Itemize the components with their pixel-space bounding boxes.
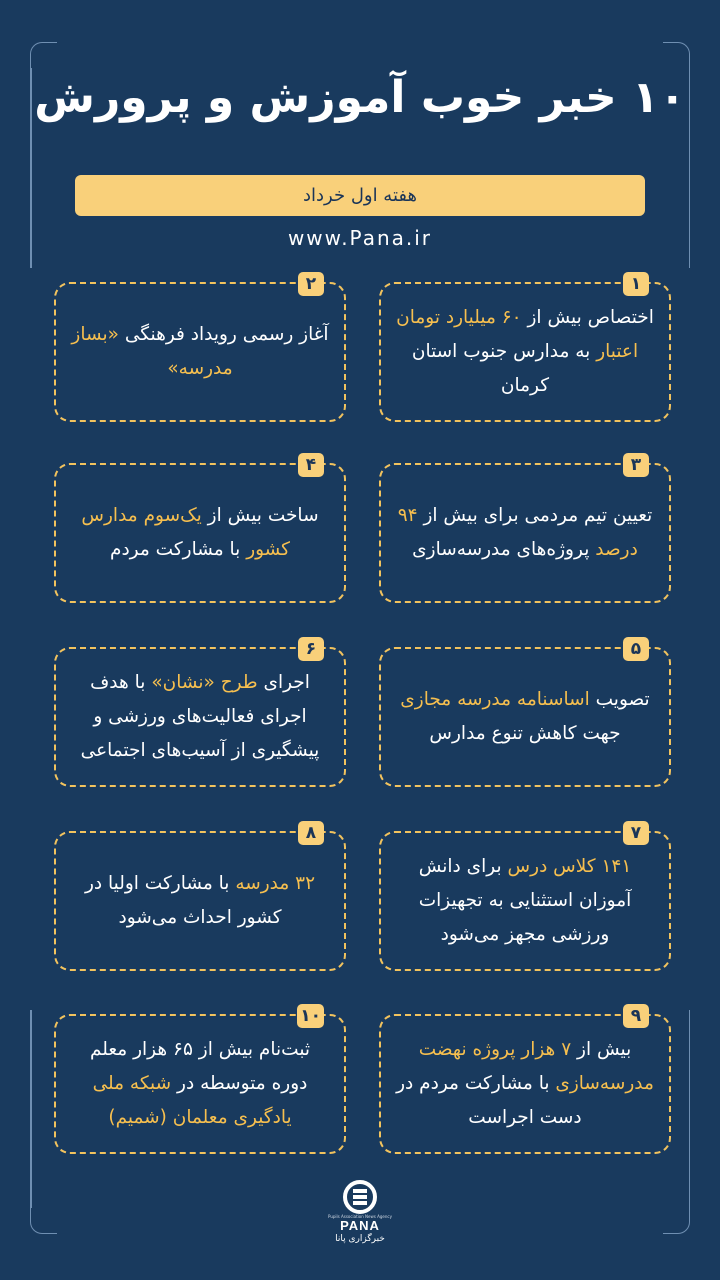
card-text xyxy=(381,850,669,952)
news-card-10 xyxy=(54,1006,346,1154)
page-title: ۱۰ خبر خوب آموزش و پرورش xyxy=(34,72,686,123)
news-card-6 xyxy=(54,639,346,787)
card-number-badge: ۹ xyxy=(623,1004,649,1028)
card-text-segment: به مدارس جنوب استان کرمان xyxy=(411,341,597,396)
card-text xyxy=(56,867,344,935)
news-card-1 xyxy=(379,274,671,422)
highlighted-text: طرح «نشان» xyxy=(151,672,258,693)
card-text-segment: با مشارکت مردم در دست اجراست xyxy=(396,1073,582,1128)
card-number-badge: ۶ xyxy=(298,637,324,661)
card-text-segment: بیش از xyxy=(571,1039,632,1060)
card-text-segment: آغاز رسمی رویداد فرهنگی xyxy=(118,324,329,345)
news-card-8 xyxy=(54,823,346,971)
card-text xyxy=(381,301,669,403)
news-card-9 xyxy=(379,1006,671,1154)
card-text-segment: تصویب xyxy=(589,689,650,710)
card-number-badge: ۷ xyxy=(623,821,649,845)
logo-tagline-en: Pupils Association News Agency xyxy=(328,1214,392,1219)
card-number-badge: ۳ xyxy=(623,453,649,477)
logo-name: PANA xyxy=(340,1218,380,1233)
card-number-badge: ۱۰ xyxy=(297,1004,324,1028)
card-text xyxy=(381,1033,669,1135)
highlighted-text: ۹۴ درصد xyxy=(397,505,638,560)
frame-corner-bottom-right xyxy=(663,1207,690,1234)
card-text-segment: برای دانش آموزان استثنایی به تجهیزات ورزشی مجهز می‌شود xyxy=(418,856,632,945)
card-text xyxy=(381,683,669,751)
frame-corner-top-left xyxy=(30,42,57,69)
card-text-segment: جهت کاهش تنوع مدارس xyxy=(429,723,621,744)
card-text-segment: با مشارکت مردم xyxy=(109,539,247,560)
card-text-segment: ثبت‌نام بیش از ۶۵ هزار معلم دوره متوسطه در xyxy=(89,1039,311,1094)
highlighted-text: ۳۲ مدرسه xyxy=(235,873,316,894)
card-number-badge: ۸ xyxy=(298,821,324,845)
card-number-badge: ۱ xyxy=(623,272,649,296)
card-text xyxy=(56,1033,344,1135)
pana-logo xyxy=(326,1180,394,1262)
frame-corner-bottom-left xyxy=(30,1207,57,1234)
highlighted-text: «بساز مدرسه» xyxy=(71,324,233,379)
card-text xyxy=(56,499,344,567)
frame-corner-top-right xyxy=(663,42,690,69)
highlighted-text: شبکه ملی یادگیری معلمان (شمیم) xyxy=(92,1073,292,1128)
card-text-segment: ساخت بیش از xyxy=(201,505,319,526)
highlighted-text: اساسنامه مدرسه مجازی xyxy=(400,689,590,710)
highlighted-text: یک‌سوم مدارس کشور xyxy=(81,505,290,560)
card-text-segment: با هدف اجرای فعالیت‌های ورزشی و پیشگیری از آسیب‌های اجتماعی xyxy=(80,672,320,761)
news-card-5 xyxy=(379,639,671,787)
card-text-segment: اختصاص بیش از xyxy=(521,307,654,328)
frame-line-right-bottom xyxy=(689,1010,691,1208)
logo-tagline-fa: خبرگزاری پانا xyxy=(335,1234,385,1244)
news-card-2 xyxy=(54,274,346,422)
frame-line-left-bottom xyxy=(30,1010,32,1208)
website-url: www.Pana.ir xyxy=(287,226,433,250)
card-text-segment: با مشارکت اولیا در کشور احداث می‌شود xyxy=(84,873,282,928)
highlighted-text: ۶۰ میلیارد تومان اعتبار xyxy=(396,307,639,362)
card-text-segment: تعیین تیم مردمی برای بیش از xyxy=(417,505,653,526)
pana-emblem-icon xyxy=(340,1180,380,1214)
card-text-segment: اجرای xyxy=(257,672,310,693)
highlighted-text: ۷ هزار پروژه نهضت مدرسه‌سازی xyxy=(418,1039,654,1094)
card-text xyxy=(56,318,344,386)
card-number-badge: ۴ xyxy=(298,453,324,477)
card-text-segment: پروژه‌های مدرسه‌سازی xyxy=(412,539,596,560)
card-number-badge: ۵ xyxy=(623,637,649,661)
card-text xyxy=(381,499,669,567)
news-card-7 xyxy=(379,823,671,971)
news-card-3 xyxy=(379,455,671,603)
date-banner: هفته اول خرداد xyxy=(75,175,645,216)
news-card-4 xyxy=(54,455,346,603)
card-text xyxy=(56,666,344,768)
highlighted-text: ۱۴۱ کلاس درس xyxy=(507,856,632,877)
card-number-badge: ۲ xyxy=(298,272,324,296)
